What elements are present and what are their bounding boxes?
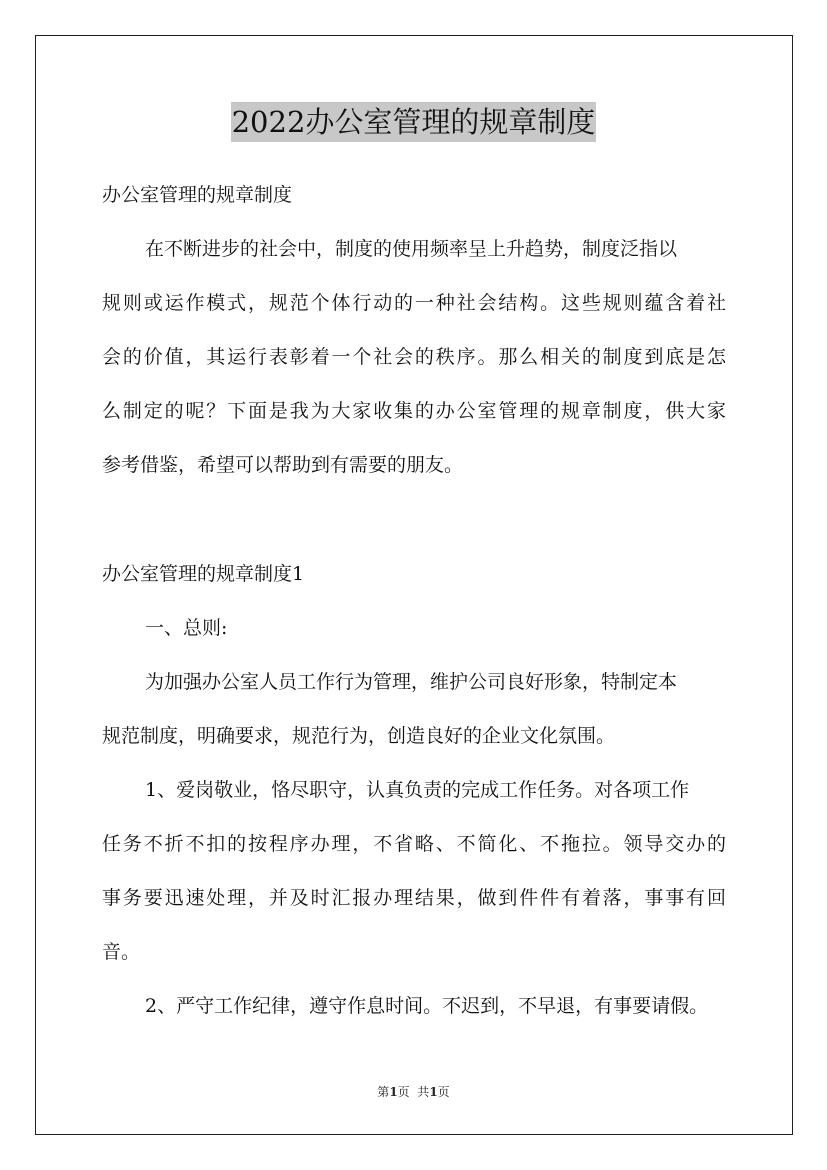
footer-prefix: 第 (377, 1085, 390, 1099)
intro-line-1: 在不断进步的社会中，制度的使用频率呈上升趋势，制度泛指以 (145, 238, 678, 260)
para2-line-1: 1、爱岗敬业，恪尽职守，认真负责的完成工作任务。对各项工作 (145, 779, 690, 801)
document-title[interactable]: 2022办公室管理的规章制度 (231, 102, 597, 142)
intro-line-3: 会的价值，其运行表彰着一个社会的秩序。那么相关的制度到底是怎 (102, 346, 726, 368)
heading-main: 办公室管理的规章制度 (102, 184, 293, 206)
footer-page-current: 1 (389, 1085, 398, 1099)
page-footer (0, 1084, 827, 1100)
para2-line-2: 任务不折不扣的按程序办理，不省略、不简化、不拖拉。领导交办的 (102, 833, 726, 855)
intro-line-4: 么制定的呢？下面是我为大家收集的办公室管理的规章制度，供大家 (102, 400, 726, 422)
para1-line-1: 为加强办公室人员工作行为管理，维护公司良好形象，特制定本 (145, 671, 678, 693)
intro-line-2: 规则或运作模式，规范个体行动的一种社会结构。这些规则蕴含着社 (102, 292, 726, 314)
intro-line-5: 参考借鉴，希望可以帮助到有需要的朋友。 (102, 454, 464, 476)
footer-suffix: 页 (437, 1085, 450, 1099)
para3-line-1: 2、严守工作纪律，遵守作息时间。不迟到，不早退，有事要请假。 (145, 995, 709, 1017)
footer-mid: 页 共 (397, 1085, 430, 1099)
para2-line-4: 音。 (102, 941, 141, 963)
section-title-general: 一、总则: (145, 617, 228, 639)
heading-section-1: 办公室管理的规章制度1 (102, 563, 305, 585)
para2-line-3: 事务要迅速处理，并及时汇报办理结果，做到件件有着落，事事有回 (102, 887, 726, 909)
footer-page-total: 1 (429, 1085, 438, 1099)
title-container (0, 102, 827, 142)
para1-line-2: 规范制度，明确要求，规范行为，创造良好的企业文化氛围。 (102, 725, 616, 747)
